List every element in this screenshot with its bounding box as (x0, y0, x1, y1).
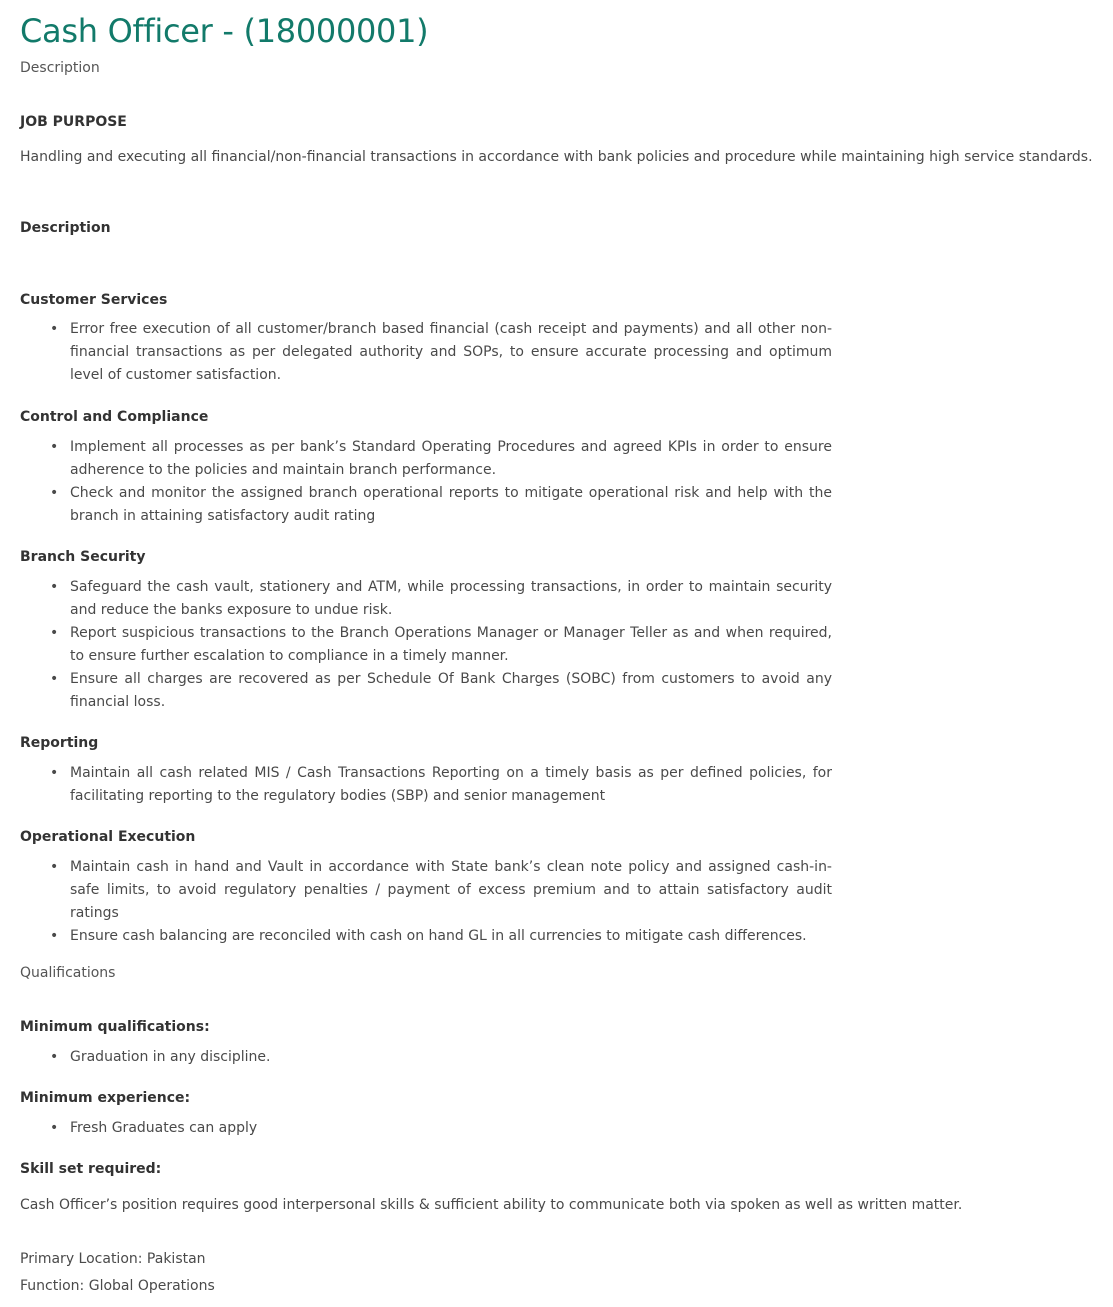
reporting-list (50, 762, 832, 808)
customer-services-list (50, 318, 832, 387)
list-item: • Safeguard the cash vault, stationery and ATM, while processing transactions, in order to maintain security and reduce the banks exposure to undue risk. (50, 576, 832, 622)
function: Function: Global Operations (20, 1278, 215, 1294)
list-item: • Ensure cash balancing are reconciled with cash on hand GL in all currencies to mitigate cash differences. (50, 925, 832, 948)
page-title: Cash Officer - (18000001) (20, 12, 429, 50)
description-heading: Description (20, 220, 111, 236)
minimum-experience-list (50, 1117, 832, 1140)
minimum-qualifications-heading: Minimum qualifications: (20, 1019, 210, 1035)
qualifications-label: Qualifications (20, 965, 116, 981)
list-item: • Maintain all cash related MIS / Cash Transactions Reporting on a timely basis as per defined policies, for facilitating reporting to the regulatory bodies (SBP) and senior management (50, 762, 832, 808)
list-item: • Report suspicious transactions to the Branch Operations Manager or Manager Teller as and when required, to ensure further escalation to compliance in a timely manner. (50, 622, 832, 668)
skill-set-heading: Skill set required: (20, 1161, 162, 1177)
list-item: • Graduation in any discipline. (50, 1046, 832, 1069)
skill-set-text: Cash Officer’s position requires good interpersonal skills & sufficient ability to communicate both via spoken as well as written matter. (20, 1197, 963, 1213)
section-heading-reporting: Reporting (20, 735, 99, 751)
list-item: • Fresh Graduates can apply (50, 1117, 832, 1140)
description-label: Description (20, 60, 100, 76)
list-item: • Maintain cash in hand and Vault in accordance with State bank’s clean note policy and assigned cash-in-safe limits, to avoid regulatory penalties / payment of excess premium and to attain satisfactory audit ratings (50, 856, 832, 925)
primary-location: Primary Location: Pakistan (20, 1251, 206, 1267)
control-compliance-list (50, 436, 832, 528)
job-purpose-heading: JOB PURPOSE (20, 114, 127, 130)
list-item: • Error free execution of all customer/branch based financial (cash receipt and payments) and all other non-financial transactions as per delegated authority and SOPs, to ensure accurate processing and optimum level of customer satisfaction. (50, 318, 832, 387)
section-heading-operational-execution: Operational Execution (20, 829, 196, 845)
section-heading-control-compliance: Control and Compliance (20, 409, 209, 425)
list-item: • Implement all processes as per bank’s Standard Operating Procedures and agreed KPIs in order to ensure adherence to the policies and maintain branch performance. (50, 436, 832, 482)
list-item: • Check and monitor the assigned branch operational reports to mitigate operational risk and help with the branch in attaining satisfactory audit rating (50, 482, 832, 528)
job-purpose-text: Handling and executing all financial/non-financial transactions in accordance with bank policies and procedure while maintaining high service standards. (20, 149, 1093, 165)
minimum-qualifications-list (50, 1046, 832, 1069)
minimum-experience-heading: Minimum experience: (20, 1090, 191, 1106)
section-heading-customer-services: Customer Services (20, 292, 168, 308)
section-heading-branch-security: Branch Security (20, 549, 146, 565)
branch-security-list (50, 576, 832, 714)
list-item: • Ensure all charges are recovered as per Schedule Of Bank Charges (SOBC) from customers to avoid any financial loss. (50, 668, 832, 714)
operational-execution-list (50, 856, 832, 948)
